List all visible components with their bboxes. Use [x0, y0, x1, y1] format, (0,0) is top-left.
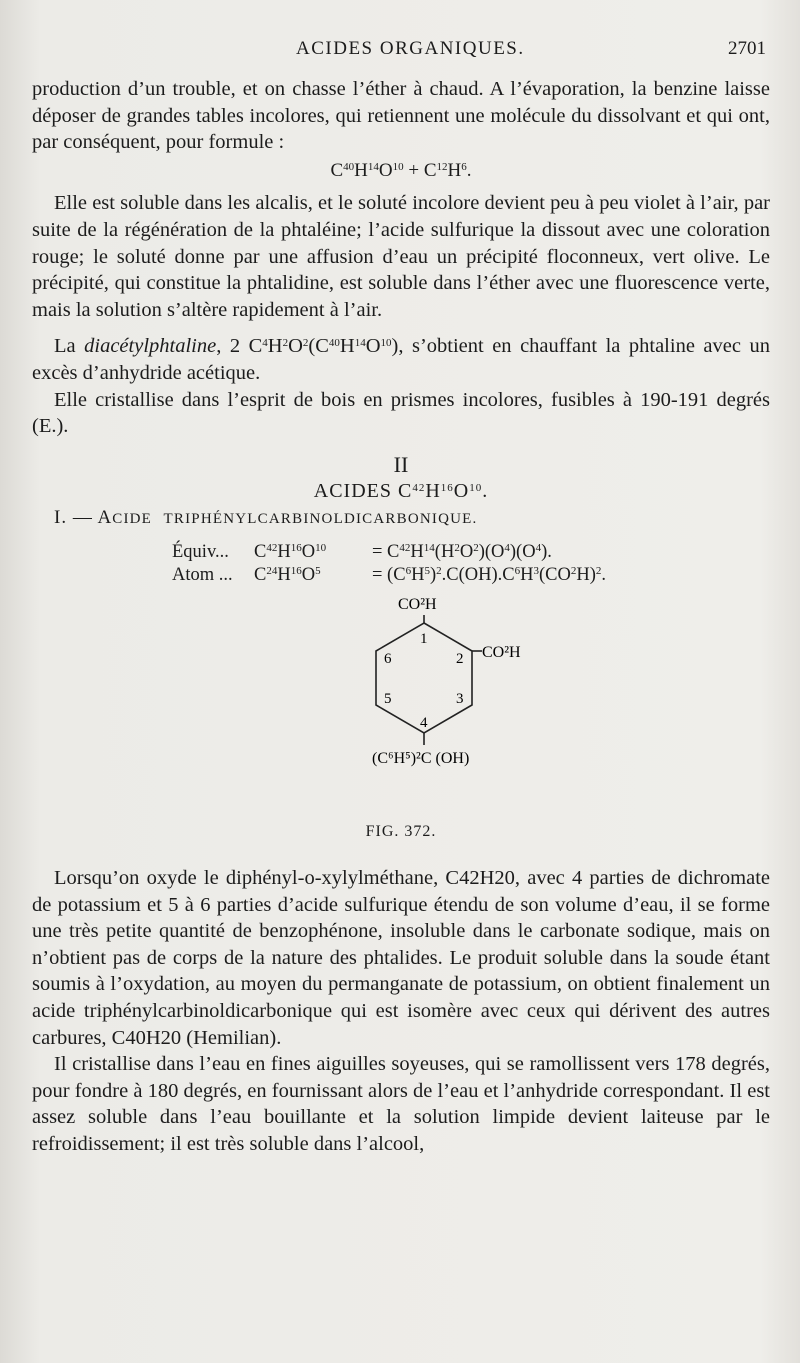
compound-name: diacétylphtaline: [84, 335, 217, 358]
ring-number-1: 1: [420, 630, 428, 647]
group-right: CO²H: [482, 643, 521, 661]
running-header: [0, 38, 800, 68]
formula-table: [172, 541, 770, 587]
equiv-row: Équiv... $C^{42}H^{16}O^{10}$ = $C^{42}H^{14}(H^2O^2)(O^4)(O^4)$.: [172, 541, 552, 562]
paragraph-1: production d’un trouble, et on chasse l’éther à chaud. A l’évaporation, la benzine laisse déposer de grandes tables incolores, qui retiennent une molécule du dissolvant et qui ont, par conséquent, pour formule :: [32, 78, 770, 154]
paragraph-4: Elle cristallise dans l’esprit de bois en prismes incolores, fusibles à 190-191 degrés (E.).: [32, 388, 770, 438]
ring-number-5: 5: [384, 690, 392, 707]
body-text: [32, 76, 770, 1158]
paragraph-3: La diacétylphtaline, 2 $C^4H^2O^2(C^{40}H^{14}O^{10})$, s’obtient en chauffant la phtaline avec un excès d’anhydride acétique.: [32, 335, 770, 384]
ring-number-2: 2: [456, 650, 464, 667]
group-top: CO²H: [398, 595, 437, 613]
section-title: ACIDES $C^{42}H^{16}O^{10}$.: [313, 480, 489, 503]
paragraph-6: Il cristallise dans l’eau en fines aiguilles soyeuses, qui se ramollissent vers 178 degrés, pour fondre à 180 degrés, en fournissant alors de l’eau et l’anhydride correspondant. Il est assez soluble dans l’eau bouillante et la solution limpide devient laiteuse par le refroidissement; il est très soluble dans l’alcool,: [32, 1053, 770, 1156]
page-number: 2701: [728, 38, 766, 59]
paragraph-2: Elle est soluble dans les alcalis, et le soluté incolore devient peu à peu violet à l’air, par suite de la régénération de la phtaléine; l’acide sulfurique la dissout avec une coloration rouge; le soluté donne par une affusion d’eau un précipité floconneux, vert olive. Le précipité, qui constitue la phtalidine, est soluble dans l’éther avec une fluorescence verte, mais la solution s’altère rapidement à l’air.: [32, 192, 770, 321]
section-number: II: [393, 451, 409, 477]
subsection-heading: I. — ACIDE TRIPHÉNYLCARBINOLDICARBONIQUE.: [54, 506, 478, 528]
figure-caption: FIG. 372.: [365, 822, 437, 840]
ring-number-4: 4: [420, 714, 428, 731]
formula-solvate: $C^{40}H^{14}O^{10} + C^{12}H^6$.: [330, 159, 472, 181]
group-bottom: (C⁶H⁵)²C (OH): [372, 749, 470, 767]
ring-number-6: 6: [384, 650, 392, 667]
atom-row: Atom ... $C^{24}H^{16}O^5$ = $(C^6H^5)^2.C(OH).C^6H^3(CO^2H)^2$.: [172, 564, 606, 585]
benzene-ring-diagram: [332, 587, 552, 787]
structure-figure: [32, 587, 770, 817]
paragraph-5: Lorsqu’on oxyde le diphényl-o-xylylméthane, C42H20, avec 4 parties de dichromate de potassium et 5 à 6 parties d’acide sulfurique étendu de son volume d’eau, il se forme une très petite quantité de benzophénone, insoluble dans le carbonate sodique, mais on n’obtient pas de corps de la nature des phtalides. Le produit soluble dans la soude étant soumis à l’oxydation, au moyen du permanganate de potassium, on obtient finalement un acide triphénylcarbinoldicarbonique qui est isomère avec ceux qui dérivent des autres carbures, C40H20 (Hemilian).: [32, 867, 770, 1049]
ring-number-3: 3: [456, 690, 464, 707]
header-title: ACIDES ORGANIQUES.: [296, 38, 525, 59]
